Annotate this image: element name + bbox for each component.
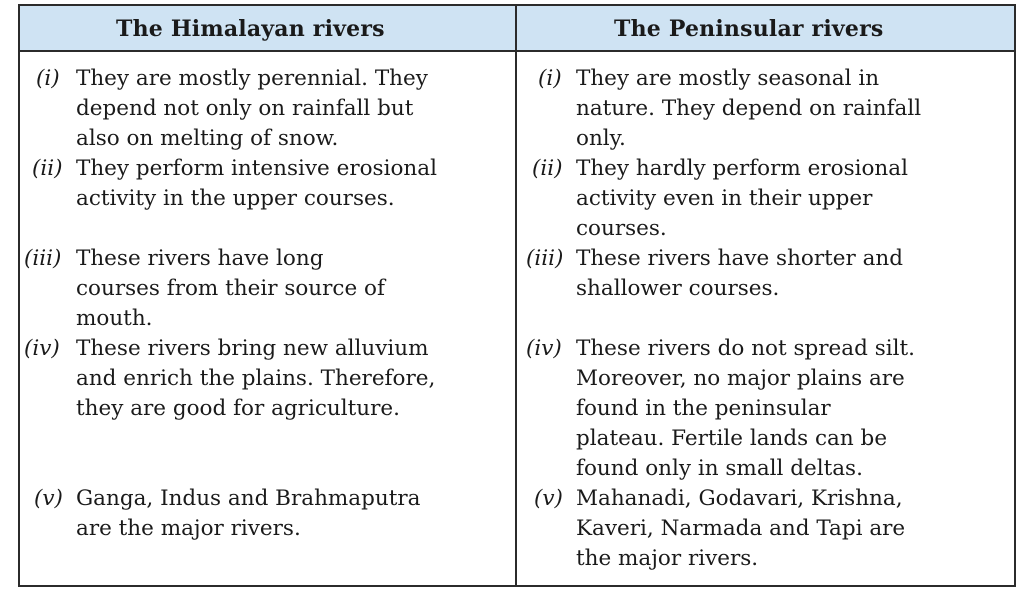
point-text-line: Kaveri, Narmada and Tapi are bbox=[576, 516, 906, 541]
point-text-line: and enrich the plains. Therefore, bbox=[76, 366, 436, 391]
point-text-line: found only in small deltas. bbox=[576, 456, 863, 481]
point-text-line: found in the peninsular bbox=[576, 396, 831, 421]
comparison-table bbox=[18, 4, 1016, 587]
point-text-line: They are mostly seasonal in bbox=[576, 66, 880, 91]
point-number: (v) bbox=[534, 486, 563, 511]
point-text-line: courses. bbox=[576, 216, 667, 241]
point-number: (i) bbox=[538, 66, 562, 91]
point-text-line: plateau. Fertile lands can be bbox=[576, 426, 888, 451]
point-text-line: Ganga, Indus and Brahmaputra bbox=[76, 486, 421, 511]
point-text-line: Mahanadi, Godavari, Krishna, bbox=[576, 486, 903, 511]
point-text-line: mouth. bbox=[76, 306, 153, 331]
point-number: (iii) bbox=[526, 246, 564, 271]
point-number: (ii) bbox=[532, 156, 563, 181]
point-text-line: They are mostly perennial. They bbox=[76, 66, 428, 91]
point-text-line: activity in the upper courses. bbox=[76, 186, 395, 211]
point-text-line: courses from their source of bbox=[76, 276, 385, 301]
point-text-line: These rivers do not spread silt. bbox=[576, 336, 915, 361]
column-divider bbox=[515, 6, 517, 585]
point-text-line: are the major rivers. bbox=[76, 516, 301, 541]
point-text-line: shallower courses. bbox=[576, 276, 780, 301]
point-text-line: depend not only on rainfall but bbox=[76, 96, 414, 121]
point-number: (iii) bbox=[24, 246, 62, 271]
point-number: (v) bbox=[34, 486, 63, 511]
point-text-line: They perform intensive erosional bbox=[76, 156, 437, 181]
point-number: (i) bbox=[36, 66, 60, 91]
point-text-line: nature. They depend on rainfall bbox=[576, 96, 922, 121]
point-text-line: These rivers have shorter and bbox=[576, 246, 904, 271]
point-number: (iv) bbox=[24, 336, 60, 361]
point-text-line: activity even in their upper bbox=[576, 186, 873, 211]
point-number: (ii) bbox=[32, 156, 63, 181]
point-text-line: These rivers bring new alluvium bbox=[76, 336, 429, 361]
header-peninsular-rivers: The Peninsular rivers bbox=[614, 16, 884, 42]
header-himalayan-rivers: The Himalayan rivers bbox=[116, 16, 385, 42]
point-text-line: only. bbox=[576, 126, 626, 151]
point-text-line: They hardly perform erosional bbox=[576, 156, 908, 181]
table-header-row bbox=[20, 6, 1014, 52]
point-text-line: also on melting of snow. bbox=[76, 126, 339, 151]
point-text-line: they are good for agriculture. bbox=[76, 396, 400, 421]
point-text-line: These rivers have long bbox=[76, 246, 324, 271]
point-text-line: Moreover, no major plains are bbox=[576, 366, 905, 391]
point-text-line: the major rivers. bbox=[576, 546, 759, 571]
point-number: (iv) bbox=[526, 336, 562, 361]
